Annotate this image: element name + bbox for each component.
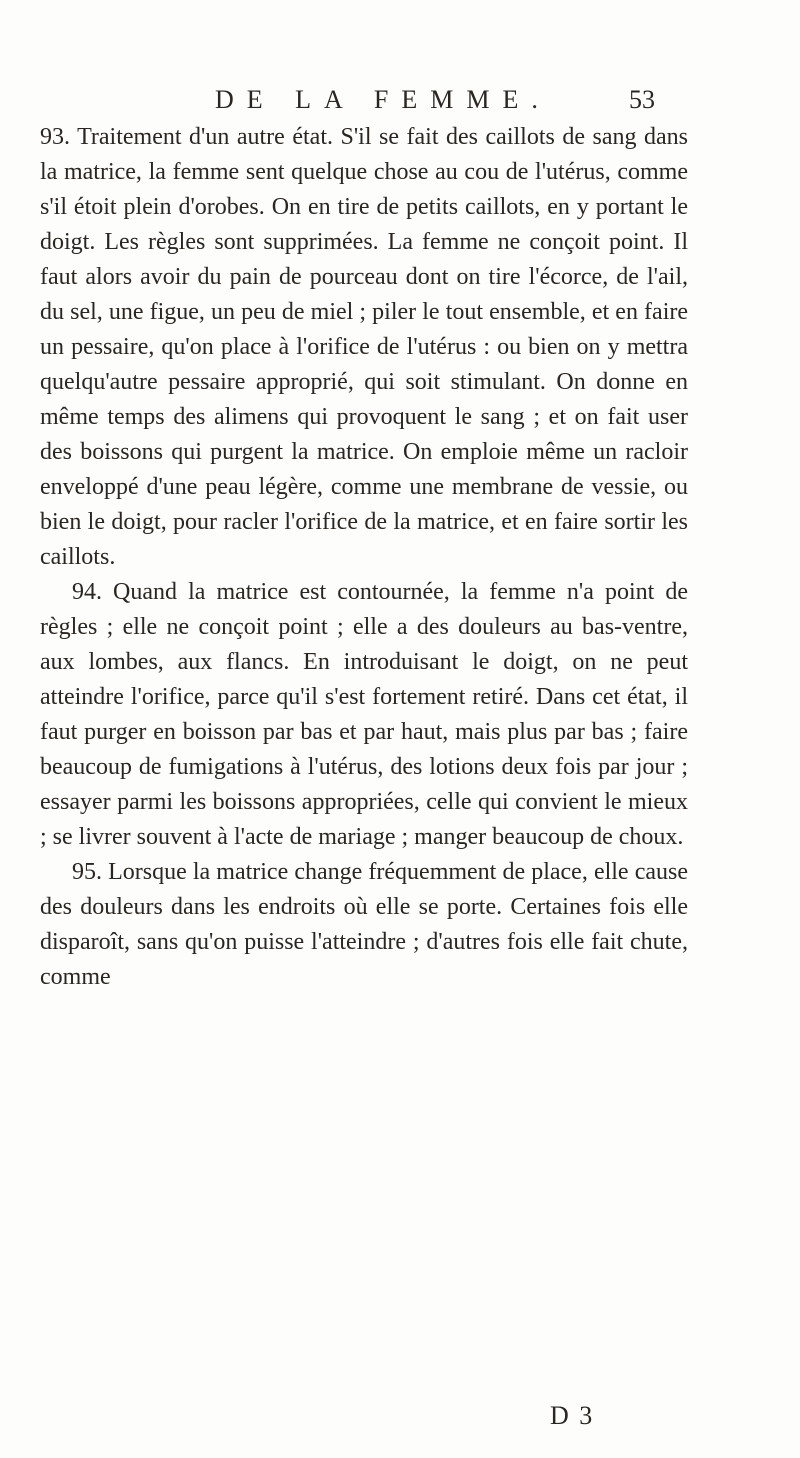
running-title: DE LA FEMME. [215, 85, 551, 114]
paragraph-94: 94. Quand la matrice est contournée, la femme n'a point de règles ; elle ne conçoit point ; elle a des douleurs au bas-ventre, aux lombes, aux flancs. En introduisant le doigt, on ne peut atteindre l'orifice, parce qu'il s'est fortement retiré. Dans cet état, il faut purger en boisson par bas et par haut, mais plus par bas ; faire beaucoup de fumigations à l'utérus, des lotions deux fois par jour ; essayer parmi les boissons appropriées, celle qui convient le mieux ; se livrer souvent à l'acte de mariage ; manger beaucoup de choux. [40, 579, 688, 850]
paragraph-95: 95. Lorsque la matrice change fréquemment de place, elle cause des douleurs dans les endroits où elle se porte. Certaines fois elle disparoît, sans qu'on puisse l'atteindre ; d'autres fois elle fait chute, comme [40, 859, 688, 990]
signature-mark: D 3 [550, 1401, 595, 1430]
running-head [215, 82, 655, 118]
page-number: 53 [629, 85, 655, 114]
body-text [40, 120, 688, 995]
paragraph-93: 93. Traitement d'un autre état. S'il se fait des caillots de sang dans la matrice, la femme sent quelque chose au cou de l'utérus, comme s'il étoit plein d'orobes. On en tire de petits caillots, en y portant le doigt. Les règles sont supprimées. La femme ne conçoit point. Il faut alors avoir du pain de pourceau dont on tire l'écorce, de l'ail, du sel, une figue, un peu de miel ; piler le tout ensemble, et en faire un pessaire, qu'on place à l'orifice de l'utérus : ou bien on y mettra quelqu'autre pessaire approprié, qui soit stimulant. On donne en même temps des alimens qui provoquent le sang ; et on fait user des boissons qui purgent la matrice. On emploie même un racloir enveloppé d'une peau légère, comme une membrane de vessie, ou bien le doigt, pour racler l'orifice de la matrice, et en faire sortir les caillots. [40, 124, 688, 570]
